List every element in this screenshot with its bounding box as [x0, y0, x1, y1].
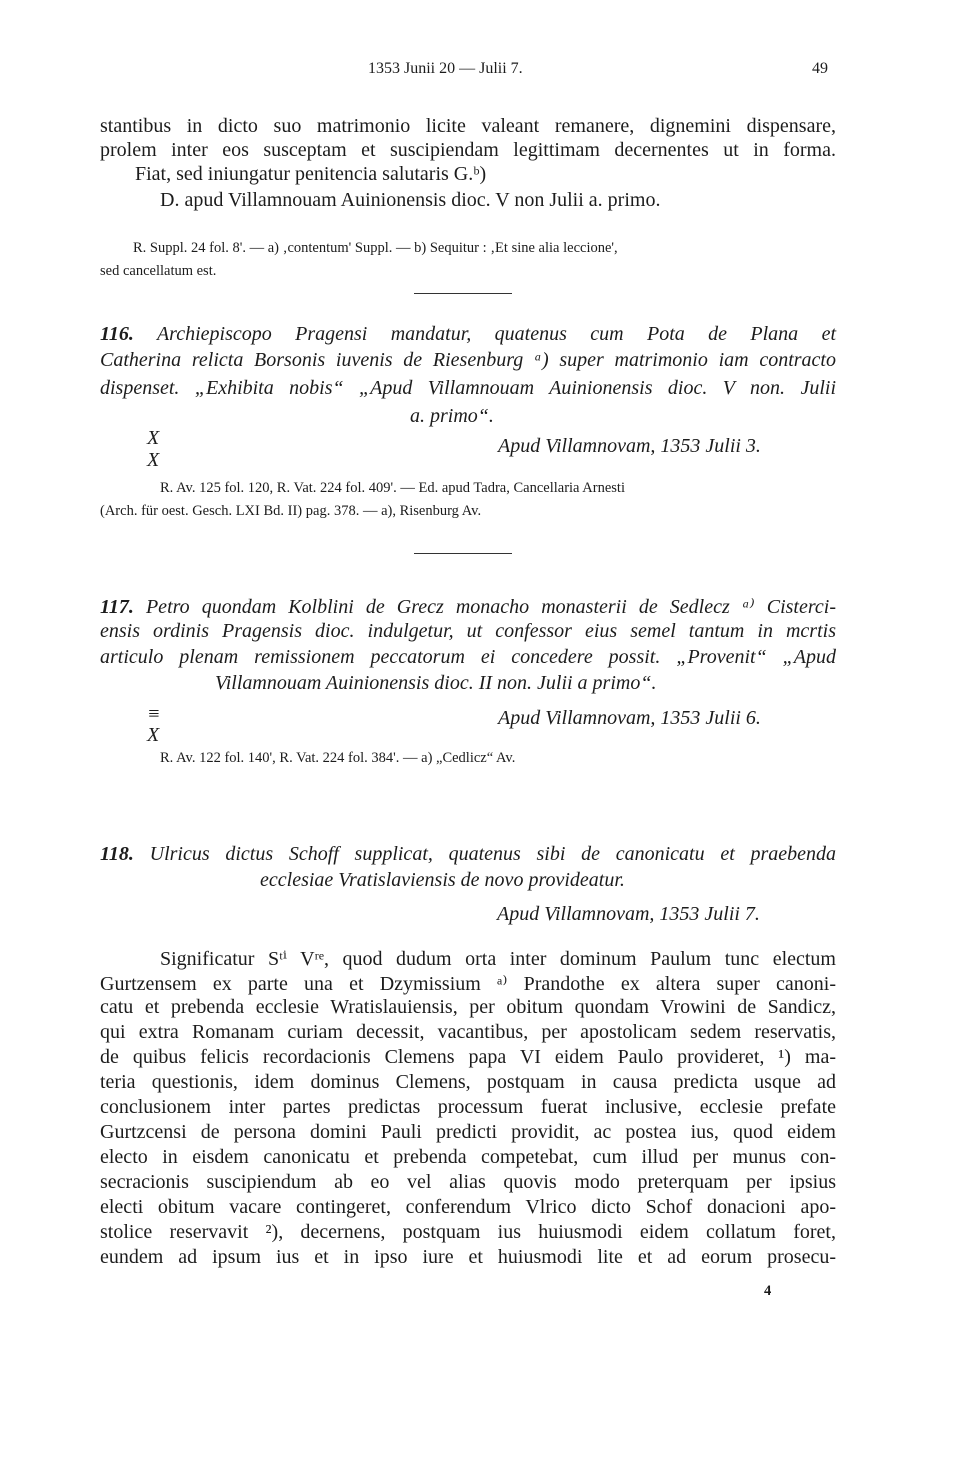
- text-line: Significatur Sᵗⁱ Vʳᵉ, quod dudum orta inter dominum Paulum tunc electum: [160, 948, 836, 970]
- text-line: Gurtzcensi de persona domini Pauli predicti providit, ac postea ius, quod eidem: [100, 1121, 836, 1143]
- entry-116-line: dispenset. „Exhibita nobis“ „Apud Villamnouam Auinionensis dioc. V non. Julii: [100, 377, 836, 399]
- footnote-line: sed cancellatum est.: [100, 263, 217, 279]
- dating-line: Apud Villamnovam, 1353 Julii 7.: [497, 903, 760, 925]
- entry-number: 117.: [100, 596, 134, 618]
- text-line: electo in eisdem canonicatu et prebenda competebat, cum illud per munus con-: [100, 1146, 836, 1168]
- chancery-mark: X: [147, 427, 160, 449]
- entry-118-line: [100, 843, 836, 866]
- text-line: secracionis suscipiendum ab eo vel alias quovis modo preterquam per ipsius: [100, 1171, 836, 1193]
- entry-number: 116.: [100, 323, 134, 345]
- separator-rule: [414, 293, 512, 294]
- footnote-line: (Arch. für oest. Gesch. LXI Bd. II) pag. 378. — a), Risenburg Av.: [100, 503, 482, 519]
- text-line: stantibus in dicto suo matrimonio licite valeant remanere, dignemini dispensare,: [100, 115, 836, 137]
- text-line: stolice reservavit ²), decernens, postquam ius huiusmodi eidem collatum foret,: [100, 1221, 836, 1243]
- running-title: 1353 Junii 20 — Julii 7.: [368, 60, 523, 77]
- text-line: electi obitum vacare contingeret, conferendum Vlrico dicto Schof donacioni apo-: [100, 1196, 836, 1218]
- text-line: Fiat, sed iniungatur penitencia salutaris G.ᵇ): [135, 163, 487, 185]
- footnote-line: R. Av. 125 fol. 120, R. Vat. 224 fol. 409'. — Ed. apud Tadra, Cancellaria Arnesti: [160, 480, 625, 496]
- entry-116-line: a. primo“.: [410, 405, 494, 427]
- entry-116-text: Archiepiscopo Pragensi mandatur, quatenus cum Pota de Plana et: [156, 323, 836, 345]
- entry-117-line: articulo plenam remissionem peccatorum ei concedere possit. „Provenit“ „Apud: [100, 646, 836, 668]
- text-line: conclusionem inter partes predictas processum fuerat inclusive, ecclesie prefate: [100, 1096, 836, 1118]
- entry-117-line: ensis ordinis Pragensis dioc. indulgetur, ut confessor eius semel tantum in mcrtis: [100, 620, 836, 642]
- text-line: de quibus felicis recordacionis Clemens papa VI eidem Paulo provideret, ¹) ma-: [100, 1046, 836, 1068]
- chancery-mark: X: [147, 724, 160, 746]
- dating-line: Apud Villamnovam, 1353 Julii 3.: [498, 435, 761, 457]
- entry-118-line: ecclesiae Vratislaviensis de novo provideatur.: [260, 869, 625, 891]
- entry-117-line: Villamnouam Auinionensis dioc. II non. Julii a primo“.: [215, 672, 657, 694]
- entry-116-line: [100, 323, 836, 346]
- page-number: 49: [812, 60, 828, 77]
- chancery-mark: X: [147, 449, 160, 471]
- separator-rule: [414, 553, 512, 554]
- entry-116-line: Catherina relicta Borsonis iuvenis de Riesenburg ᵃ) super matrimonio iam contracto: [100, 349, 836, 371]
- text-line: teria questionis, idem dominus Clemens, postquam in causa predicta usque ad: [100, 1071, 836, 1093]
- footnote-line: R. Av. 122 fol. 140', R. Vat. 224 fol. 384'. — a) „Cedlicz“ Av.: [160, 750, 516, 766]
- entry-117-line: [100, 594, 836, 619]
- entry-number: 118.: [100, 843, 134, 865]
- signature-mark: 4: [764, 1283, 772, 1299]
- footnote-line: R. Suppl. 24 fol. 8'. — a) ‚contentum' Suppl. — b) Sequitur : ‚Et sine alia leccione',: [133, 240, 618, 256]
- text-line: Gurtzensem ex parte una et Dzymissium ᵃ⁾ Prandothe ex altera super canoni-: [100, 973, 836, 995]
- entry-117-text: Petro quondam Kolblini de Grecz monacho monasterii de Sedlecz ᵃ⁾ Cisterci-: [145, 596, 837, 618]
- text-line: D. apud Villamnouam Auinionensis dioc. V non Julii a. primo.: [160, 189, 661, 211]
- text-line: catu et prebenda ecclesie Wratislauiensis, per obitum quondam Vrowini de Sandicz,: [100, 996, 836, 1018]
- chancery-mark: ≡: [147, 703, 161, 725]
- dating-line: Apud Villamnovam, 1353 Julii 6.: [498, 707, 761, 729]
- entry-118-title: Ulricus dictus Schoff supplicat, quatenus sibi de canonicatu et praebenda: [149, 843, 837, 865]
- text-line: prolem inter eos susceptam et suscipiendam legittimam decernentes ut in forma.: [100, 139, 836, 161]
- text-line: eundem ad ipsum ius et in ipso iure et huiusmodi lite et ad eorum prosecu-: [100, 1246, 836, 1268]
- text-line: qui extra Romanam curiam decessit, vacantibus, per apostolicam sedem reservatis,: [100, 1021, 836, 1043]
